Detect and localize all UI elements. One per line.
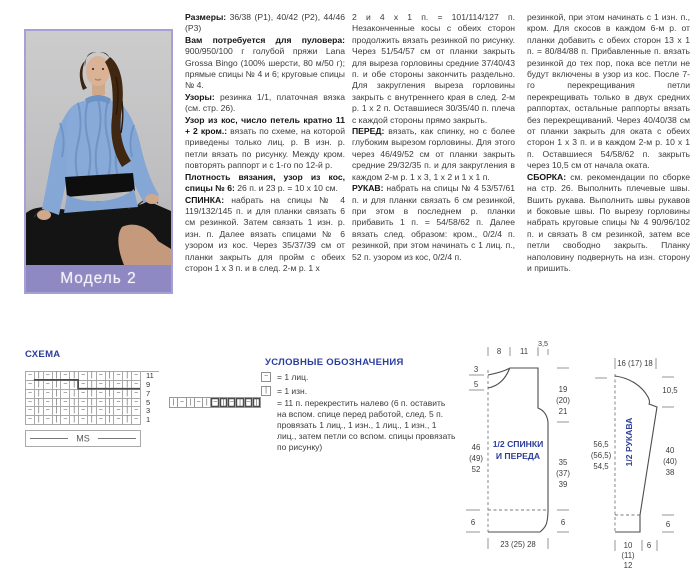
- chart-cell: −: [44, 416, 53, 425]
- chart-cell: −: [79, 381, 88, 390]
- cable-strip-cell: |: [235, 397, 244, 408]
- paragraph-back: СПИНКА: набрать на спицы № 4 119/132/145 п. и для планки связать 6 см резинкой. Затем связать 1 изн. р. изн. п. Далее вязать спицами № 6 узором из кос. Через 35/37/39 см от планки закрыть для пройм с обеих сторон 1 х 3 п. и в след. 2-м р. 1 х: [185, 194, 346, 273]
- chart-cell: |: [35, 390, 44, 399]
- measure-side: 35: [558, 458, 568, 467]
- chart-cell: |: [88, 407, 97, 416]
- chart-cell: −: [97, 399, 106, 408]
- cable-strip-cell: −: [210, 397, 219, 408]
- chart-cell: |: [106, 399, 115, 408]
- chart-cell: −: [26, 407, 35, 416]
- chart-cell: −: [97, 381, 106, 390]
- chart-cell: −: [79, 407, 88, 416]
- chart-cell: −: [61, 399, 70, 408]
- measure-cap-height: 10,5: [662, 386, 678, 395]
- chart-cell: −: [132, 390, 141, 399]
- chart-cell: |: [70, 416, 79, 425]
- svg-text:(49): (49): [469, 454, 483, 463]
- measure-yoke: 19: [558, 385, 568, 394]
- chart-cell: |: [123, 416, 132, 425]
- knit-stitch-label: = 1 лиц.: [277, 372, 309, 382]
- chart-cell: |: [53, 399, 62, 408]
- measure-bottom-extra: 6: [646, 541, 652, 550]
- chart-cell: −: [44, 407, 53, 416]
- measure-rib-right: 6: [560, 518, 566, 527]
- chart-cell: |: [35, 399, 44, 408]
- paragraph: Узоры: резинка 1/1, платочная вязка (см. стр. 26).: [185, 91, 346, 114]
- chart-cell: −: [79, 372, 88, 381]
- cable-strip-cell: |: [186, 397, 195, 408]
- text-column-1: [185, 12, 345, 274]
- chart-cell: |: [53, 407, 62, 416]
- cable-strip-cell: |: [169, 397, 178, 408]
- chart-cell: −: [97, 416, 106, 425]
- svg-text:12: 12: [623, 561, 633, 570]
- chart-cell: |: [106, 416, 115, 425]
- measure-rib-left: 6: [470, 518, 476, 527]
- svg-text:39: 39: [558, 480, 568, 489]
- chart-cell: |: [123, 399, 132, 408]
- chart-cell: |: [106, 381, 115, 390]
- measure-back-neck: 3: [473, 365, 479, 374]
- chart-cell: −: [97, 390, 106, 399]
- chart-cell: −: [132, 399, 141, 408]
- chart-cell: −: [61, 381, 70, 390]
- svg-text:И ПЕРЕДА: И ПЕРЕДА: [495, 451, 541, 461]
- svg-text:54,5: 54,5: [593, 462, 609, 471]
- photo-caption: Модель 2: [26, 265, 171, 292]
- svg-text:(56,5): (56,5): [590, 451, 612, 460]
- paragraph: резинкой, при этом начинать с 1 изн. п., кром. Для скосов в каждом 6-м р. от планки добавить с обеих сторон 13 х 1 п. = 80/84/88 п. Прибавленные п. вязать резинкой до тех пор, пока все петли не будут включены в узор из кос. После 7-го перекрещивания петли перекрещивать только в двух средних раппортах, остальные раппорты вязать без перекрещиваний. Через 40/40/38 см от планки закрыть для оката с обеих сторон 1 х 3 п. и в каждом 2-м р. 10 х 1 п. Оставшиеся 54/58/62 п. закрыть через 10,5 см от начала оката.: [527, 12, 690, 171]
- chart-cell: −: [26, 372, 35, 381]
- chart-cell: −: [132, 372, 141, 381]
- chart-cell: |: [88, 372, 97, 381]
- chart-row-number: 3: [141, 407, 159, 416]
- chart-cell: −: [114, 390, 123, 399]
- chart-cell: |: [35, 381, 44, 390]
- cable-strip-cell: |: [202, 397, 211, 408]
- chart-cell: −: [26, 399, 35, 408]
- measure-armhole-step: 3,5: [538, 340, 548, 348]
- chart-cell: −: [61, 407, 70, 416]
- purl-stitch-label: = 1 изн.: [277, 386, 308, 396]
- chart-cell: |: [35, 407, 44, 416]
- schematic-sleeve: [560, 340, 695, 573]
- purl-stitch-icon: |: [261, 386, 271, 396]
- chart-cell: |: [70, 399, 79, 408]
- chart-cell: −: [79, 416, 88, 425]
- svg-text:(20): (20): [556, 396, 570, 405]
- paragraph: Узор из кос, число петель кратно 11 + 2 кром.: вязать по схеме, на которой приведены только лиц. р. В изн. р. петли вязать по рисунку. Между кром. повторять раппорт и с 1-го по 12-й р.: [185, 114, 345, 171]
- model-photo: [24, 29, 173, 294]
- chart-cell: −: [114, 407, 123, 416]
- piece-label-sleeve: 1/2 РУКАВА: [624, 417, 634, 467]
- chart-cell: −: [132, 407, 141, 416]
- chart-cell: |: [88, 416, 97, 425]
- chart-cell: |: [70, 407, 79, 416]
- chart-cell: |: [53, 372, 62, 381]
- paragraph: 2 и 4 х 1 п. = 101/114/127 п. Незаконченные косы с обеих сторон продолжить вязать резинкой по рисунку. Через 51/54/57 см от планки закрыть для выреза горловины средние 37/40/43 п. и обе стороны закончить раздельно. Для закругления выреза горловины закрыть с внутреннего края в след. 2-м р. 1 х 2 п. Оставшиеся 30/35/40 п. плеча с каждой стороны прямо закрыть.: [352, 12, 515, 125]
- svg-text:52: 52: [471, 465, 481, 474]
- schema-title: СХЕМА: [25, 349, 61, 360]
- chart-cell: |: [123, 390, 132, 399]
- measure-sleeve-top: 16 (17) 18: [617, 359, 653, 368]
- measure-bottom-width: 23 (25) 28: [500, 540, 536, 549]
- svg-text:38: 38: [665, 468, 675, 477]
- cable-strip-cell: −: [227, 397, 236, 408]
- chart-cell: |: [88, 399, 97, 408]
- measure-front-neck: 5: [473, 380, 479, 389]
- svg-text:(37): (37): [556, 469, 570, 478]
- cable-strip-cell: |: [219, 397, 228, 408]
- chart-row-number: 5: [141, 399, 159, 408]
- chart-cell: |: [88, 381, 97, 390]
- chart-cell: |: [70, 381, 79, 390]
- chart-cell: |: [35, 416, 44, 425]
- chart-cell: −: [79, 399, 88, 408]
- chart-cell: |: [70, 372, 79, 381]
- measure-shoulder-width: 11: [519, 347, 529, 356]
- chart-cell: |: [106, 390, 115, 399]
- text-column-3: [527, 12, 690, 274]
- chart-cell: |: [123, 381, 132, 390]
- cable-symbol-label: = 11 п. перекрестить налево (6 п. оставить на вспом. спице перед работой, след. 5 п. провязать 1 лиц., 1 изн., 1 лиц., 1 изн., 1 лиц., затем петли со вспом. спицы провязать по рисунку): [277, 398, 456, 452]
- svg-text:(40): (40): [663, 457, 677, 466]
- chart-cell: |: [35, 372, 44, 381]
- chart-row-number: 7: [141, 390, 159, 399]
- chart-cell: |: [53, 416, 62, 425]
- paragraph-assembly: СБОРКА: см. рекомендации по сборке на стр. 26. Выполнить плечевые швы. Вшить рукава. Выполнить швы рукавов и боковые швы. По вырезу горловины набрать круговые спицы № 4 90/96/102 п. и связать 8 см резинкой, затем все петли свободно закрыть. Планку наполовину подвернуть на изн. сторону и пришить.: [527, 171, 690, 273]
- chart-cell: |: [53, 381, 62, 390]
- chart-cell: −: [26, 390, 35, 399]
- ms-label: MS: [76, 433, 90, 444]
- measure-sleeve-length-left: 56,5: [593, 440, 609, 449]
- measure-sleeve-length-right: 40: [665, 446, 675, 455]
- svg-text:21: 21: [558, 407, 568, 416]
- chart-cell: |: [53, 390, 62, 399]
- measure-body-height: 46: [471, 443, 481, 452]
- chart-cell: |: [106, 407, 115, 416]
- chart-cell: −: [44, 399, 53, 408]
- chart-cell: |: [88, 390, 97, 399]
- cable-symbol-strip: [170, 397, 261, 408]
- chart-cell: −: [44, 390, 53, 399]
- chart-cell: −: [114, 416, 123, 425]
- paragraph: Плотность вязания, узор из кос, спицы № 6: 26 п. и 23 р. = 10 х 10 см.: [185, 171, 345, 194]
- measure-neck-width: 8: [496, 347, 502, 356]
- knit-stitch-icon: −: [261, 372, 271, 382]
- chart-cell: |: [70, 390, 79, 399]
- chart-cell: −: [44, 372, 53, 381]
- chart-cell: −: [26, 381, 35, 390]
- chart-cell: −: [79, 390, 88, 399]
- paragraph-front: ПЕРЕД: вязать, как спинку, но с более глубоким вырезом горловины. Для этого через 46/49/52 см от планки закрыть средние 29/32/35 п. и для закругления в каждом 2-м р. 1 х 3, 1 х 2 и 1 х 1 п.: [352, 126, 515, 182]
- chart-cell: −: [97, 372, 106, 381]
- model-illustration: [26, 31, 171, 265]
- piece-label-body: 1/2 СПИНКИ: [492, 439, 544, 449]
- chart-cell: −: [114, 381, 123, 390]
- cable-strip-cell: |: [252, 397, 261, 408]
- paragraph: Размеры: 36/38 (Р1), 40/42 (Р2), 44/46 (Р3): [185, 12, 346, 34]
- legend-title: УСЛОВНЫЕ ОБОЗНАЧЕНИЯ: [265, 357, 404, 368]
- chart-row-number: 11: [141, 372, 159, 381]
- chart-cell: |: [123, 407, 132, 416]
- text-column-2: [352, 12, 515, 263]
- chart-row-number: 9: [141, 381, 159, 390]
- measure-cuff-width: 10: [623, 541, 633, 550]
- chart-cell: −: [114, 399, 123, 408]
- paragraph: Вам потребуется для пуловера: 900/950/100 г голубой пряжи Lana Grossa Bingo (100% шерсти, 80 м/50 г); прямые спицы № 4 и 6; круговые спицы № 4.: [185, 34, 345, 91]
- chart-cell: −: [61, 416, 70, 425]
- chart-cell: −: [26, 416, 35, 425]
- chart-cell: −: [44, 381, 53, 390]
- chart-cell: |: [123, 372, 132, 381]
- chart-cell: −: [61, 372, 70, 381]
- cable-strip-cell: −: [244, 397, 253, 408]
- chart-cell: −: [132, 416, 141, 425]
- chart-row-number: 1: [141, 416, 159, 425]
- ms-bracket: [25, 430, 142, 449]
- chart-cell: −: [97, 407, 106, 416]
- chart-cell: −: [61, 390, 70, 399]
- cable-strip-cell: −: [177, 397, 186, 408]
- cable-strip-cell: −: [194, 397, 203, 408]
- chart-cell: −: [132, 381, 141, 390]
- chart-cell: −: [114, 372, 123, 381]
- chart-cell: |: [106, 372, 115, 381]
- measure-cuff-right: 6: [665, 520, 671, 529]
- svg-text:(11): (11): [621, 551, 635, 560]
- knitting-chart: [25, 371, 159, 425]
- schematic-body: [440, 340, 572, 573]
- paragraph-sleeve: РУКАВ: набрать на спицы № 4 53/57/61 п. и для планки связать 6 см резинкой, при этом в последнем р. планки прибавить 1 п. = 54/58/62 п. Далее вязать след. образом: кром., 0/2/4 п. резинкой, при этом начинать с 1 лиц. п., 52 п. узором из кос, 0/2/4 п.: [352, 183, 516, 262]
